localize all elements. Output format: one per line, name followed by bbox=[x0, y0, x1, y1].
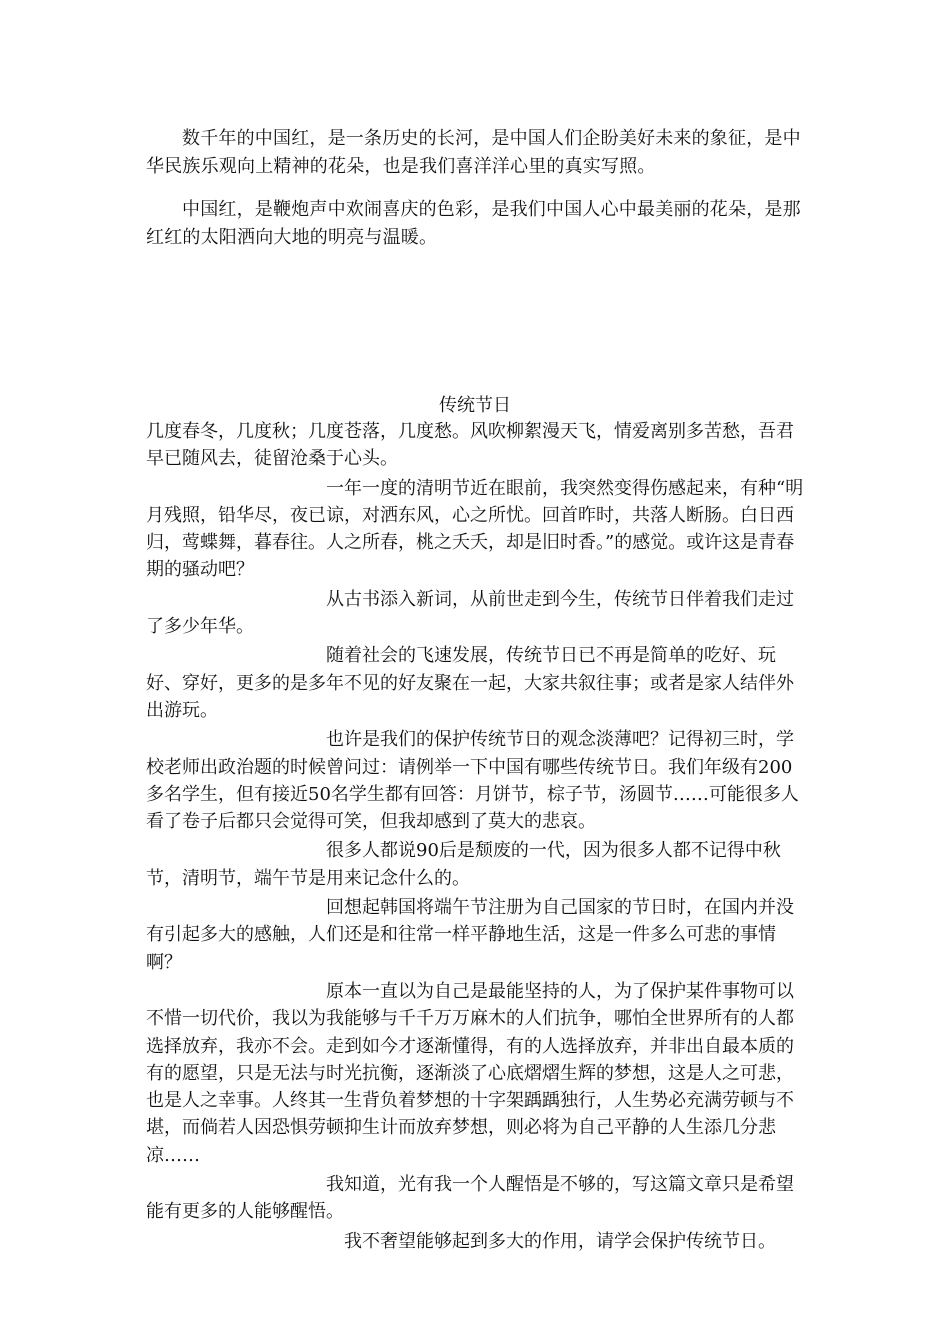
essay-paragraph-10: 我不奢望能够起到多大的作用，请学会保护传统节日。 bbox=[344, 1230, 776, 1252]
essay-title: 传统节日 bbox=[439, 395, 511, 416]
intro-paragraph-1: 数千年的中国红，是一条历史的长河，是中国人们企盼美好未来的象征，是中华民族乐观向上精神的花朵，也是我们喜洋洋心里的真实写照。 bbox=[146, 128, 801, 177]
essay-paragraph-1: 几度春冬，几度秋；几度苍落，几度愁。风吹柳絮漫天飞，情爱离别多苦愁，吾君早已随风去，徒留沧桑于心头。 bbox=[146, 421, 794, 470]
essay-body bbox=[146, 418, 808, 1255]
essay-paragraph-5: 也许是我们的保护传统节日的观念淡薄吧？记得初三时，学校老师出政治题的时候曾问过：请例举一下中国有哪些传统节日。我们年级有200多名学生，但有接近50名学生都有回答：月饼节，棕子节，汤圆节……可能很多人看了卷子后都只会觉得可笑，但我却感到了莫大的悲哀。 bbox=[146, 729, 799, 833]
essay-paragraph-4: 随着社会的飞速发展，传统节日已不再是简单的吃好、玩好、穿好，更多的是多年不见的好友聚在一起，大家共叙往事；或者是家人结伴外出游玩。 bbox=[146, 645, 794, 721]
essay-paragraph-7: 回想起韩国将端午节注册为自己国家的节日时，在国内并没有引起多大的感触，人们还是和往常一样平静地生活，这是一件多么可悲的事情啊？ bbox=[146, 897, 794, 973]
essay-paragraph-6: 很多人都说90后是颓废的一代，因为很多人都不记得中秋节，清明节，端午节是用来记念什么的。 bbox=[146, 840, 781, 889]
essay-paragraph-9: 我知道，光有我一个人醒悟是不够的，写这篇文章只是希望能有更多的人能够醒悟。 bbox=[146, 1174, 794, 1223]
essay-paragraph-8: 原本一直以为自己是最能坚持的人，为了保护某件事物可以不惜一切代价，我以为我能够与千千万万麻木的人们抗争，哪怕全世界所有的人都选择放弃，我亦不会。走到如今才逐渐懂得，有的人选择放弃，并非出自最本质的有的愿望，只是无法与时光抗衡，逐渐淡了心底熠熠生辉的梦想，这是人之可悲，也是人之幸事。人终其一生背负着梦想的十字架踽踽独行，人生势必充满劳顿与不堪，而倘若人因恐惧劳顿抑生计而放弃梦想，则必将为自己平静的人生添几分悲凉…… bbox=[146, 980, 794, 1166]
essay-paragraph-3: 从古书添入新词，从前世走到今生，传统节日伴着我们走过了多少年华。 bbox=[146, 588, 794, 638]
intro-paragraph-2: 中国红，是鞭炮声中欢闹喜庆的色彩，是我们中国人心中最美丽的花朵，是那红红的太阳洒向大地的明亮与温暖。 bbox=[146, 199, 801, 248]
essay-paragraph-2: 一年一度的清明节近在眼前，我突然变得伤感起来，有种“明月残照，铅华尽，夜已谅，对洒东风，心之所忧。回首昨时，共落人断肠。白日西归，莺蝶舞，暮春往。人之所春，桃之夭夭，却是旧时香。”的感觉。或许这是青春期的骚动吧？ bbox=[146, 477, 804, 581]
